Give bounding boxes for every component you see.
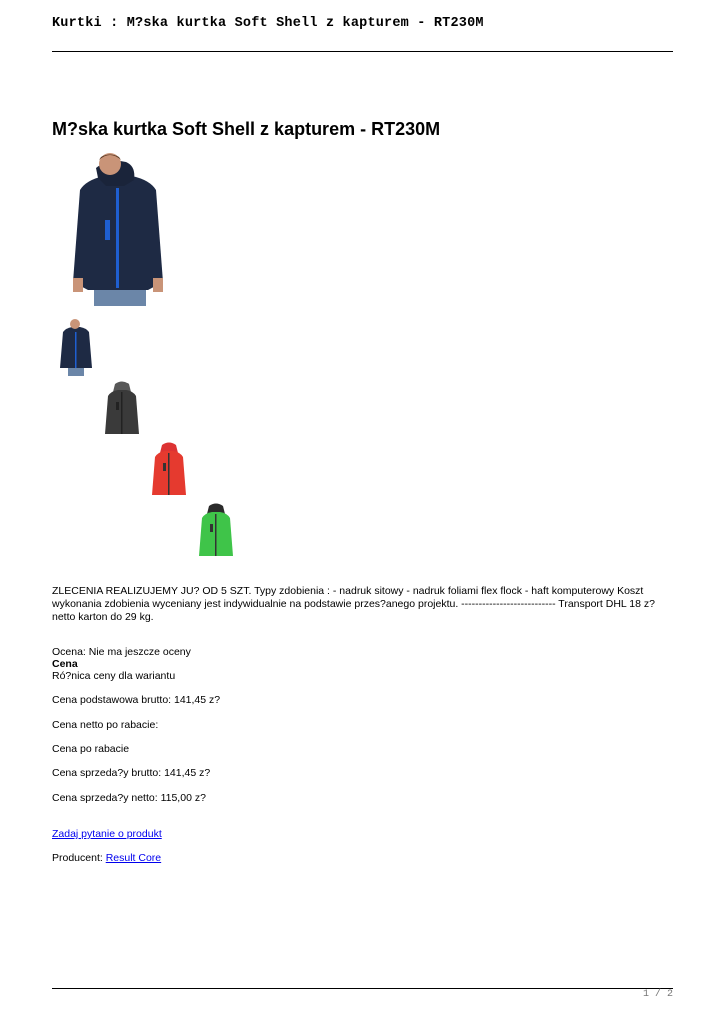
variant-price-diff: Ró?nica ceny dla wariantu [52, 670, 176, 682]
header-divider [52, 51, 673, 52]
page-header: Kurtki : M?ska kurtka Soft Shell z kapturem - RT230M [52, 16, 484, 31]
main-product-image[interactable] [66, 150, 170, 306]
ask-question-link[interactable]: Zadaj pytanie o produkt [52, 828, 162, 840]
product-title: M?ska kurtka Soft Shell z kapturem - RT230M [52, 119, 441, 139]
price-heading: Cena [52, 658, 78, 670]
producer-link[interactable]: Result Core [105, 852, 162, 864]
product-description: ZLECENIA REALIZUJEMY JU? OD 5 SZT. Typy zdobienia : - nadruk sitowy - nadruk foliami flex flock - haft komputerowy Koszt wykonania zdobienia wyceniany jest indywidualnie na podstawie przes?anego projektu. --------------------------- Transport DHL 18 z? netto karton do 29 kg. [52, 585, 655, 623]
page-number: 1 / 2 [642, 989, 673, 1000]
footer-divider [52, 988, 673, 989]
net-after-discount: Cena netto po rabacie: [52, 719, 159, 731]
rating-text: Ocena: Nie ma jeszcze oceny [52, 646, 191, 658]
base-gross-price: Cena podstawowa brutto: 141,45 z? [52, 694, 221, 706]
thumbnail-black[interactable] [103, 380, 141, 438]
sale-gross-price: Cena sprzeda?y brutto: 141,45 z? [52, 767, 211, 779]
ask-question-row [52, 828, 162, 840]
thumbnail-navy-model[interactable] [58, 318, 94, 376]
thumbnail-red[interactable] [150, 441, 188, 499]
sale-net-price: Cena sprzeda?y netto: 115,00 z? [52, 792, 206, 804]
thumbnail-green[interactable] [197, 502, 235, 560]
price-after-discount: Cena po rabacie [52, 743, 130, 755]
producer-label: Producent: [52, 852, 106, 864]
producer-row [52, 852, 161, 864]
